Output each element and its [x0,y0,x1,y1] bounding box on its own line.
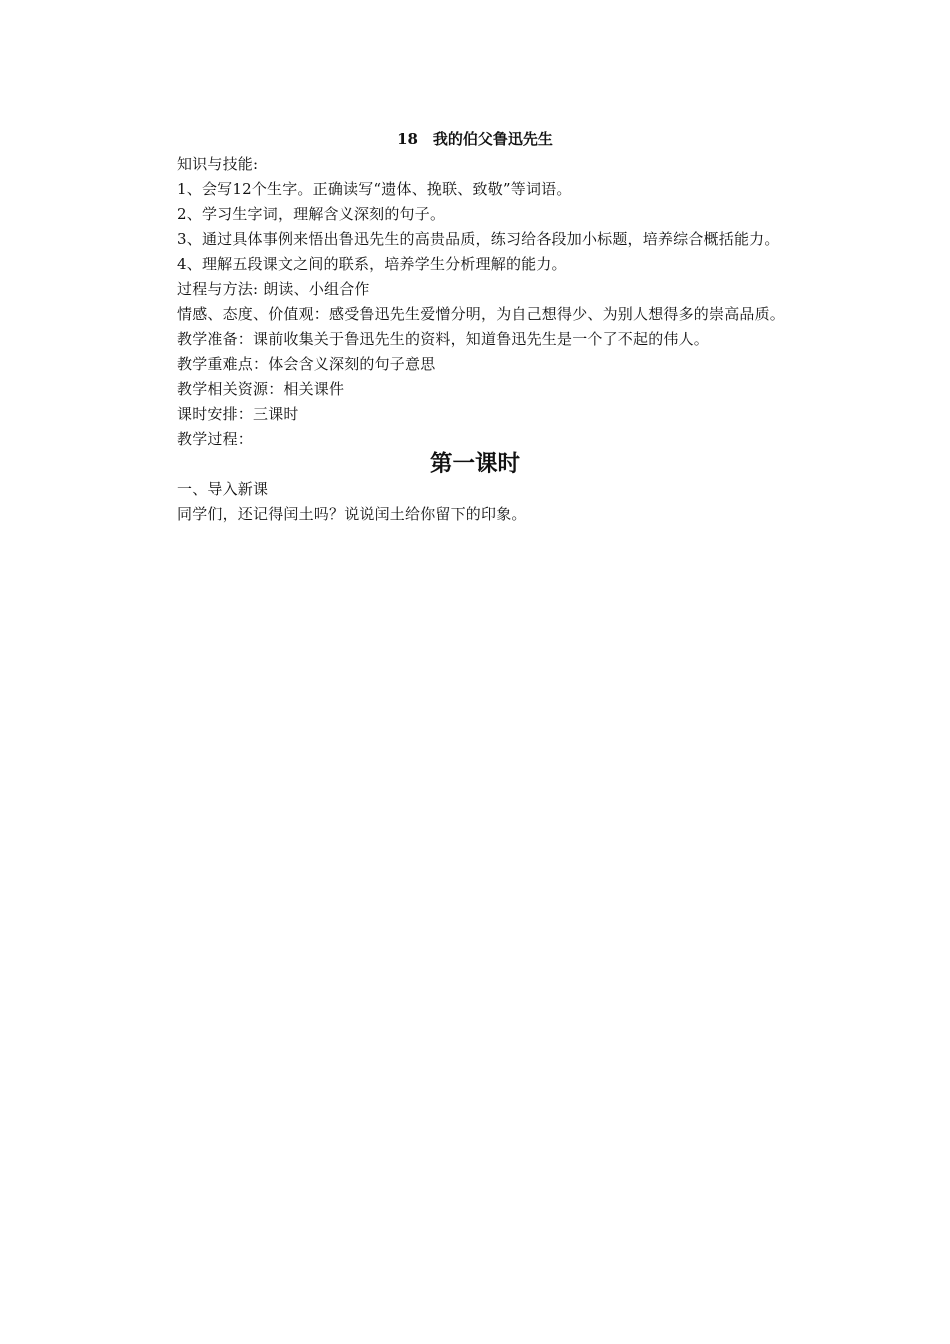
paragraph-emotion-values: 情感、态度、价值观：感受鲁迅先生爱憎分明，为自己想得少、为别人想得多的崇高品质。 [177,305,786,323]
paragraph-process-method: 过程与方法: 朗读、小组合作 [177,280,370,298]
paragraph-preparation: 教学准备：课前收集关于鲁迅先生的资料，知道鲁迅先生是一个了不起的伟人。 [177,330,710,348]
paragraph-resources: 教学相关资源：相关课件 [177,380,345,398]
paragraph-objective-1: 1、会写12个生字。正确读写“遗体、挽联、致敬”等词语。 [177,180,572,198]
paragraph-schedule: 课时安排：三课时 [177,405,299,423]
paragraph-intro-heading: 一、导入新课 [177,480,269,498]
paragraph-objective-4: 4、理解五段课文之间的联系，培养学生分析理解的能力。 [177,255,567,273]
section-heading-first-lesson: 第一课时 [429,451,520,477]
document-title: 18 我的伯父鲁迅先生 [397,130,553,148]
paragraph-objective-3: 3、通过具体事例来悟出鲁迅先生的高贵品质，练习给各段加小标题，培养综合概括能力。 [177,230,780,248]
paragraph-process: 教学过程： [177,430,254,448]
paragraph-objective-2: 2、学习生字词，理解含义深刻的句子。 [177,205,446,223]
paragraph-knowledge-skills: 知识与技能: [177,155,259,173]
document-content [145,127,805,527]
paragraph-key-points: 教学重难点：体会含义深刻的句子意思 [177,355,436,373]
paragraph-intro-question: 同学们，还记得闰土吗？说说闰土给你留下的印象。 [177,505,527,523]
